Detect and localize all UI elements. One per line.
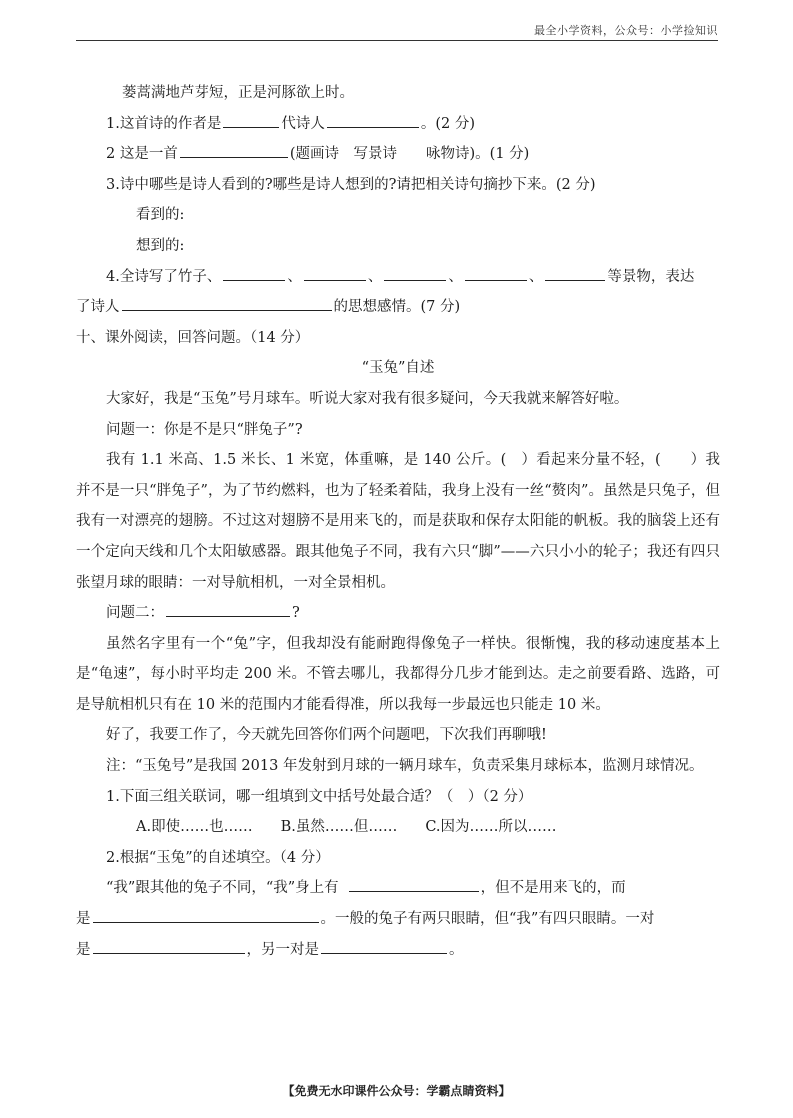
article-question-1: 问题一：你是不是只“胖兔子”? [106,421,303,438]
blank-author[interactable] [223,113,279,128]
section-10-title: 十、课外阅读，回答问题。（14 分） [76,329,310,346]
options-row [76,812,720,843]
blank-dynasty[interactable] [327,113,419,128]
article-paragraph-5: 虽然名字里有一个“兔”字，但我却没有能耐跑得像兔子一样快。很惭愧，我的移动速度基本上是“龟速”，每小时平均走 200 米。不管去哪儿，我都得分几步才能到达。走之前要看路、选路，可是导航相机只有在 10 米的范围内才能看得准，所以我每一步最远也只能走 10 米。 [76,635,720,713]
header-text: 最全小学资料，公众号：小学捡知识 [534,24,718,37]
blank-scene-4[interactable] [465,266,527,281]
sub-question-2: 2.根据“玉兔”的自述填空。（4 分） [106,849,330,866]
blank-wings[interactable] [349,877,479,892]
seen-label: 看到的: [136,207,185,224]
thought-label: 想到的: [136,237,185,254]
poem-line: 蒌蒿满地芦芽短，正是河豚欲上时。 [122,85,354,101]
fill-line-3: 是 ，另一对是 。 [76,935,720,966]
question-3: 3.诗中哪些是诗人看到的?哪些是诗人想到的?请把相关诗句摘抄下来。(2 分) [106,176,596,193]
blank-wings-purpose[interactable] [93,908,319,923]
article-paragraph-3: 我有 1.1 米高、1.5 米长、1 米宽，体重嘛，是 140 公斤。( ）看起来分量不轻，( ）我并不是一只“胖兔子”，为了节约燃料，也为了轻柔着陆，我身上没有一丝“赘肉”。虽然是只兔子，但我有一对漂亮的翅膀。不过这对翅膀不是用来飞的，而是获取和保存太阳能的帆板。我的脑袋上还有一个定向天线和几个太阳敏感器。跟其他兔子不同，我有六只“脚”——六只小小的轮子；我还有四只张望月球的眼睛：一对导航相机，一对全景相机。 [76,452,720,591]
blank-scene-1[interactable] [223,266,285,281]
fill-line-2: 是 。一般的兔子有两只眼睛，但“我”有四只眼睛。一对 [76,904,720,935]
blank-question-two[interactable] [166,602,290,617]
article-question-2: 问题二： ? [76,598,720,629]
fill-line-1: “我”跟其他的兔子不同，“我”身上有 ，但不是用来飞的，而 [76,873,720,904]
article-title: “玉兔”自述 [361,360,435,377]
question-4-cont: 了诗人 的思想感情。(7 分) [76,292,720,323]
blank-scene-3[interactable] [384,266,446,281]
question-1: 1.这首诗的作者是 代诗人 。(2 分) [76,109,720,140]
sub-question-1: 1.下面三组关联词，哪一组填到文中括号处最合适？（ ）（2 分） [106,788,533,805]
blank-poem-type[interactable] [180,143,288,158]
page-footer: 【免费无水印课件公众号：学霸点睛资料】 [282,1084,511,1098]
blank-scene-2[interactable] [304,266,366,281]
article-paragraph-6: 好了，我要工作了，今天就先回答你们两个问题吧，下次我们再聊哦! [106,727,547,744]
article-paragraph-1: 大家好，我是“玉兔”号月球车。听说大家对我有很多疑问，今天我就来解答好啦。 [106,390,629,407]
blank-scene-5[interactable] [545,266,605,281]
option-b[interactable]: B.虽然……但…… [280,819,398,836]
option-c[interactable]: C.因为……所以…… [425,819,557,836]
blank-feeling[interactable] [122,296,332,311]
article-note: 注：“玉兔号”是我国 2013 年发射到月球的一辆月球车，负责采集月球标本，监测月球情况。 [106,758,704,775]
option-a[interactable]: A.即使……也…… [136,819,253,836]
page-header [0,0,793,40]
document-body [76,78,720,965]
blank-eyes-2[interactable] [321,939,447,954]
question-4: 4.全诗写了竹子、 、 、 、 、 等景物，表达 [76,262,720,293]
blank-eyes-1[interactable] [93,939,245,954]
header-rule [76,40,718,41]
question-2: 2 这是一首 (题画诗 写景诗 咏物诗)。(1 分) [76,139,720,170]
